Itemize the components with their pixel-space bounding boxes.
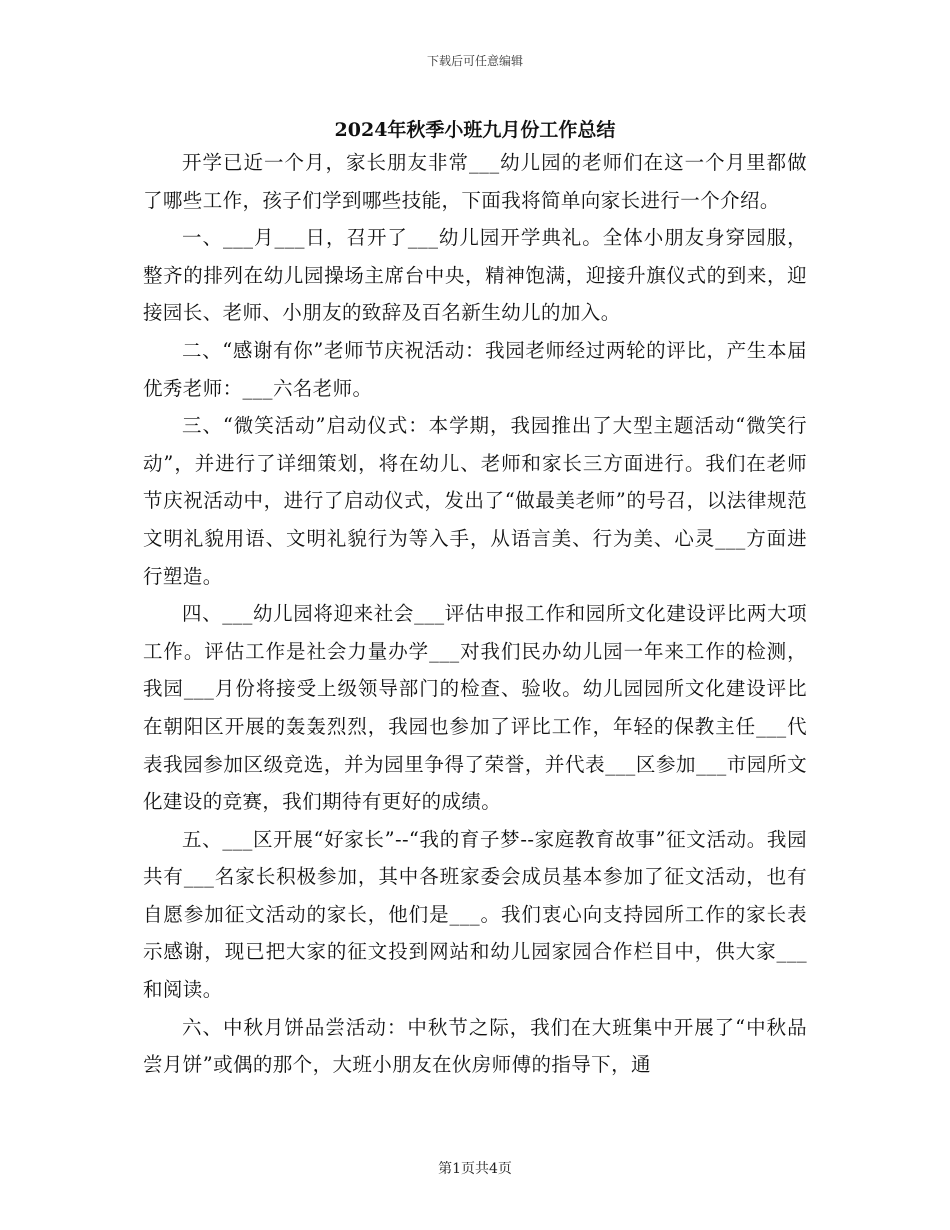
paragraph-evaluation: 四、___幼儿园将迎来社会___评估申报工作和园所文化建设评比两大项工作。评估工作是社会力量办学___对我们民办幼儿园一年来工作的检测，我园___月份将接受上级领导部门的检查、验收。幼儿园园所文化建设评比在朝阳区开展的轰轰烈烈，我园也参加了评比工作，年轻的保教主任___代表我园参加区级竞选，并为园里争得了荣誉，并代表___区参加___市园所文化建设的竞赛，我们期待有更好的成绩。: [143, 602, 807, 814]
paragraph-smile-activity: 三、“微笑活动”启动仪式：本学期，我园推出了大型主题活动“微笑行动”，并进行了详细策划，将在幼儿、老师和家长三方面进行。我们在老师节庆祝活动中，进行了启动仪式，发出了“做最美老师”的号召，以法律规范文明礼貌用语、文明礼貌行为等入手，从语言美、行为美、心灵___方面进行塑造。: [143, 414, 807, 588]
header-note: 下载后可任意编辑: [426, 54, 523, 68]
paragraph-teachers-day: 二、“感谢有你”老师节庆祝活动：我园老师经过两轮的评比，产生本届优秀老师：___六名老师。: [143, 338, 807, 400]
document-body: [143, 144, 807, 1084]
page-number: 第1页共4页: [438, 1161, 512, 1177]
document-title: 2024年秋季小班九月份工作总结: [334, 119, 616, 141]
paragraph-opening-ceremony: 一、___月___日，召开了___幼儿园开学典礼。全体小朋友身穿园服，整齐的排列在幼儿园操场主席台中央，精神饱满，迎接升旗仪式的到来，迎接园长、老师、小朋友的致辞及百名新生幼儿的加入。: [143, 226, 807, 325]
paragraph-intro: 开学已近一个月，家长朋友非常___幼儿园的老师们在这一个月里都做了哪些工作，孩子们学到哪些技能，下面我将简单向家长进行一个介绍。: [143, 151, 807, 212]
paragraph-mooncake: 六、中秋月饼品尝活动：中秋节之际，我们在大班集中开展了“中秋品尝月饼”或偶的那个，大班小朋友在伙房师傅的指导下，通: [143, 1015, 807, 1077]
paragraph-good-parents: 五、___区开展“好家长”--“我的育子梦--家庭教育故事”征文活动。我园共有___名家长积极参加，其中各班家委会成员基本参加了征文活动，也有自愿参加征文活动的家长，他们是___。我们衷心向支持园所工作的家长表示感谢，现已把大家的征文投到网站和幼儿园家园合作栏目中，供大家___和阅读。: [143, 827, 807, 1002]
